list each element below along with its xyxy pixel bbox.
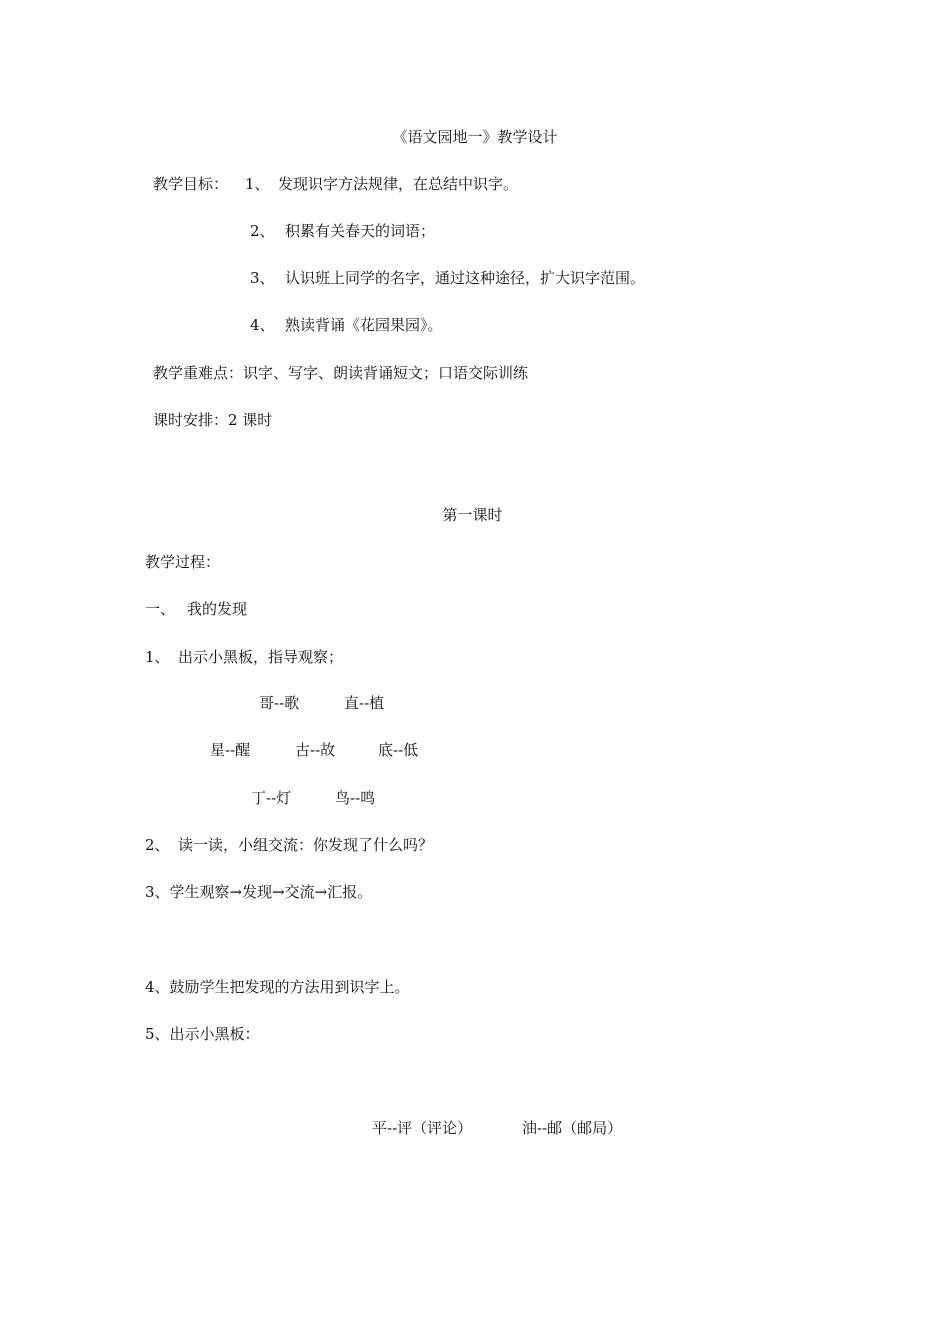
character-pair: 平--评（评论） (372, 1119, 473, 1137)
lesson-title: 第一课时 (442, 506, 503, 524)
objective-text: 认识班上同学的名字，通过这种途径，扩大识字范围。 (285, 269, 646, 287)
character-pair: 古--故 (295, 741, 336, 759)
objectives-label: 教学目标： (153, 175, 229, 193)
schedule: 课时安排：2 课时 (153, 411, 273, 429)
objective-number: 1、 (245, 175, 270, 193)
objective-number: 2、 (250, 222, 275, 240)
process-label: 教学过程： (145, 553, 221, 571)
character-pair: 星--醒 (210, 741, 251, 759)
key-points: 教学重难点：识字、写字、朗读背诵短文；口语交际训练 (153, 364, 529, 382)
step-text: 4、鼓励学生把发现的方法用到识字上。 (145, 978, 410, 996)
character-pair: 丁--灯 (251, 789, 292, 807)
objective-text: 发现识字方法规律，在总结中识字。 (278, 175, 519, 193)
section-number: 一、 (145, 600, 176, 618)
objective-text: 积累有关春天的词语； (285, 222, 436, 240)
character-pair: 哥--歌 (259, 694, 300, 712)
step-number: 2、 (145, 836, 170, 854)
step-text: 3、学生观察→发现→交流→汇报。 (145, 883, 373, 901)
objective-number: 3、 (250, 269, 275, 287)
step-text: 5、出示小黑板： (145, 1025, 260, 1043)
section-title: 我的发现 (187, 600, 248, 618)
objective-text: 熟读背诵《花园果园》。 (285, 316, 443, 334)
step-number: 1、 (145, 648, 170, 666)
character-pair: 直--植 (344, 694, 385, 712)
objective-number: 4、 (250, 316, 275, 334)
character-pair: 油--邮（邮局） (522, 1119, 623, 1137)
step-text: 读一读，小组交流：你发现了什么吗？ (178, 836, 434, 854)
document-title: 《语文园地一》教学设计 (392, 128, 558, 146)
character-pair: 鸟--鸣 (335, 789, 376, 807)
step-text: 出示小黑板，指导观察； (178, 648, 344, 666)
character-pair: 底--低 (378, 741, 419, 759)
